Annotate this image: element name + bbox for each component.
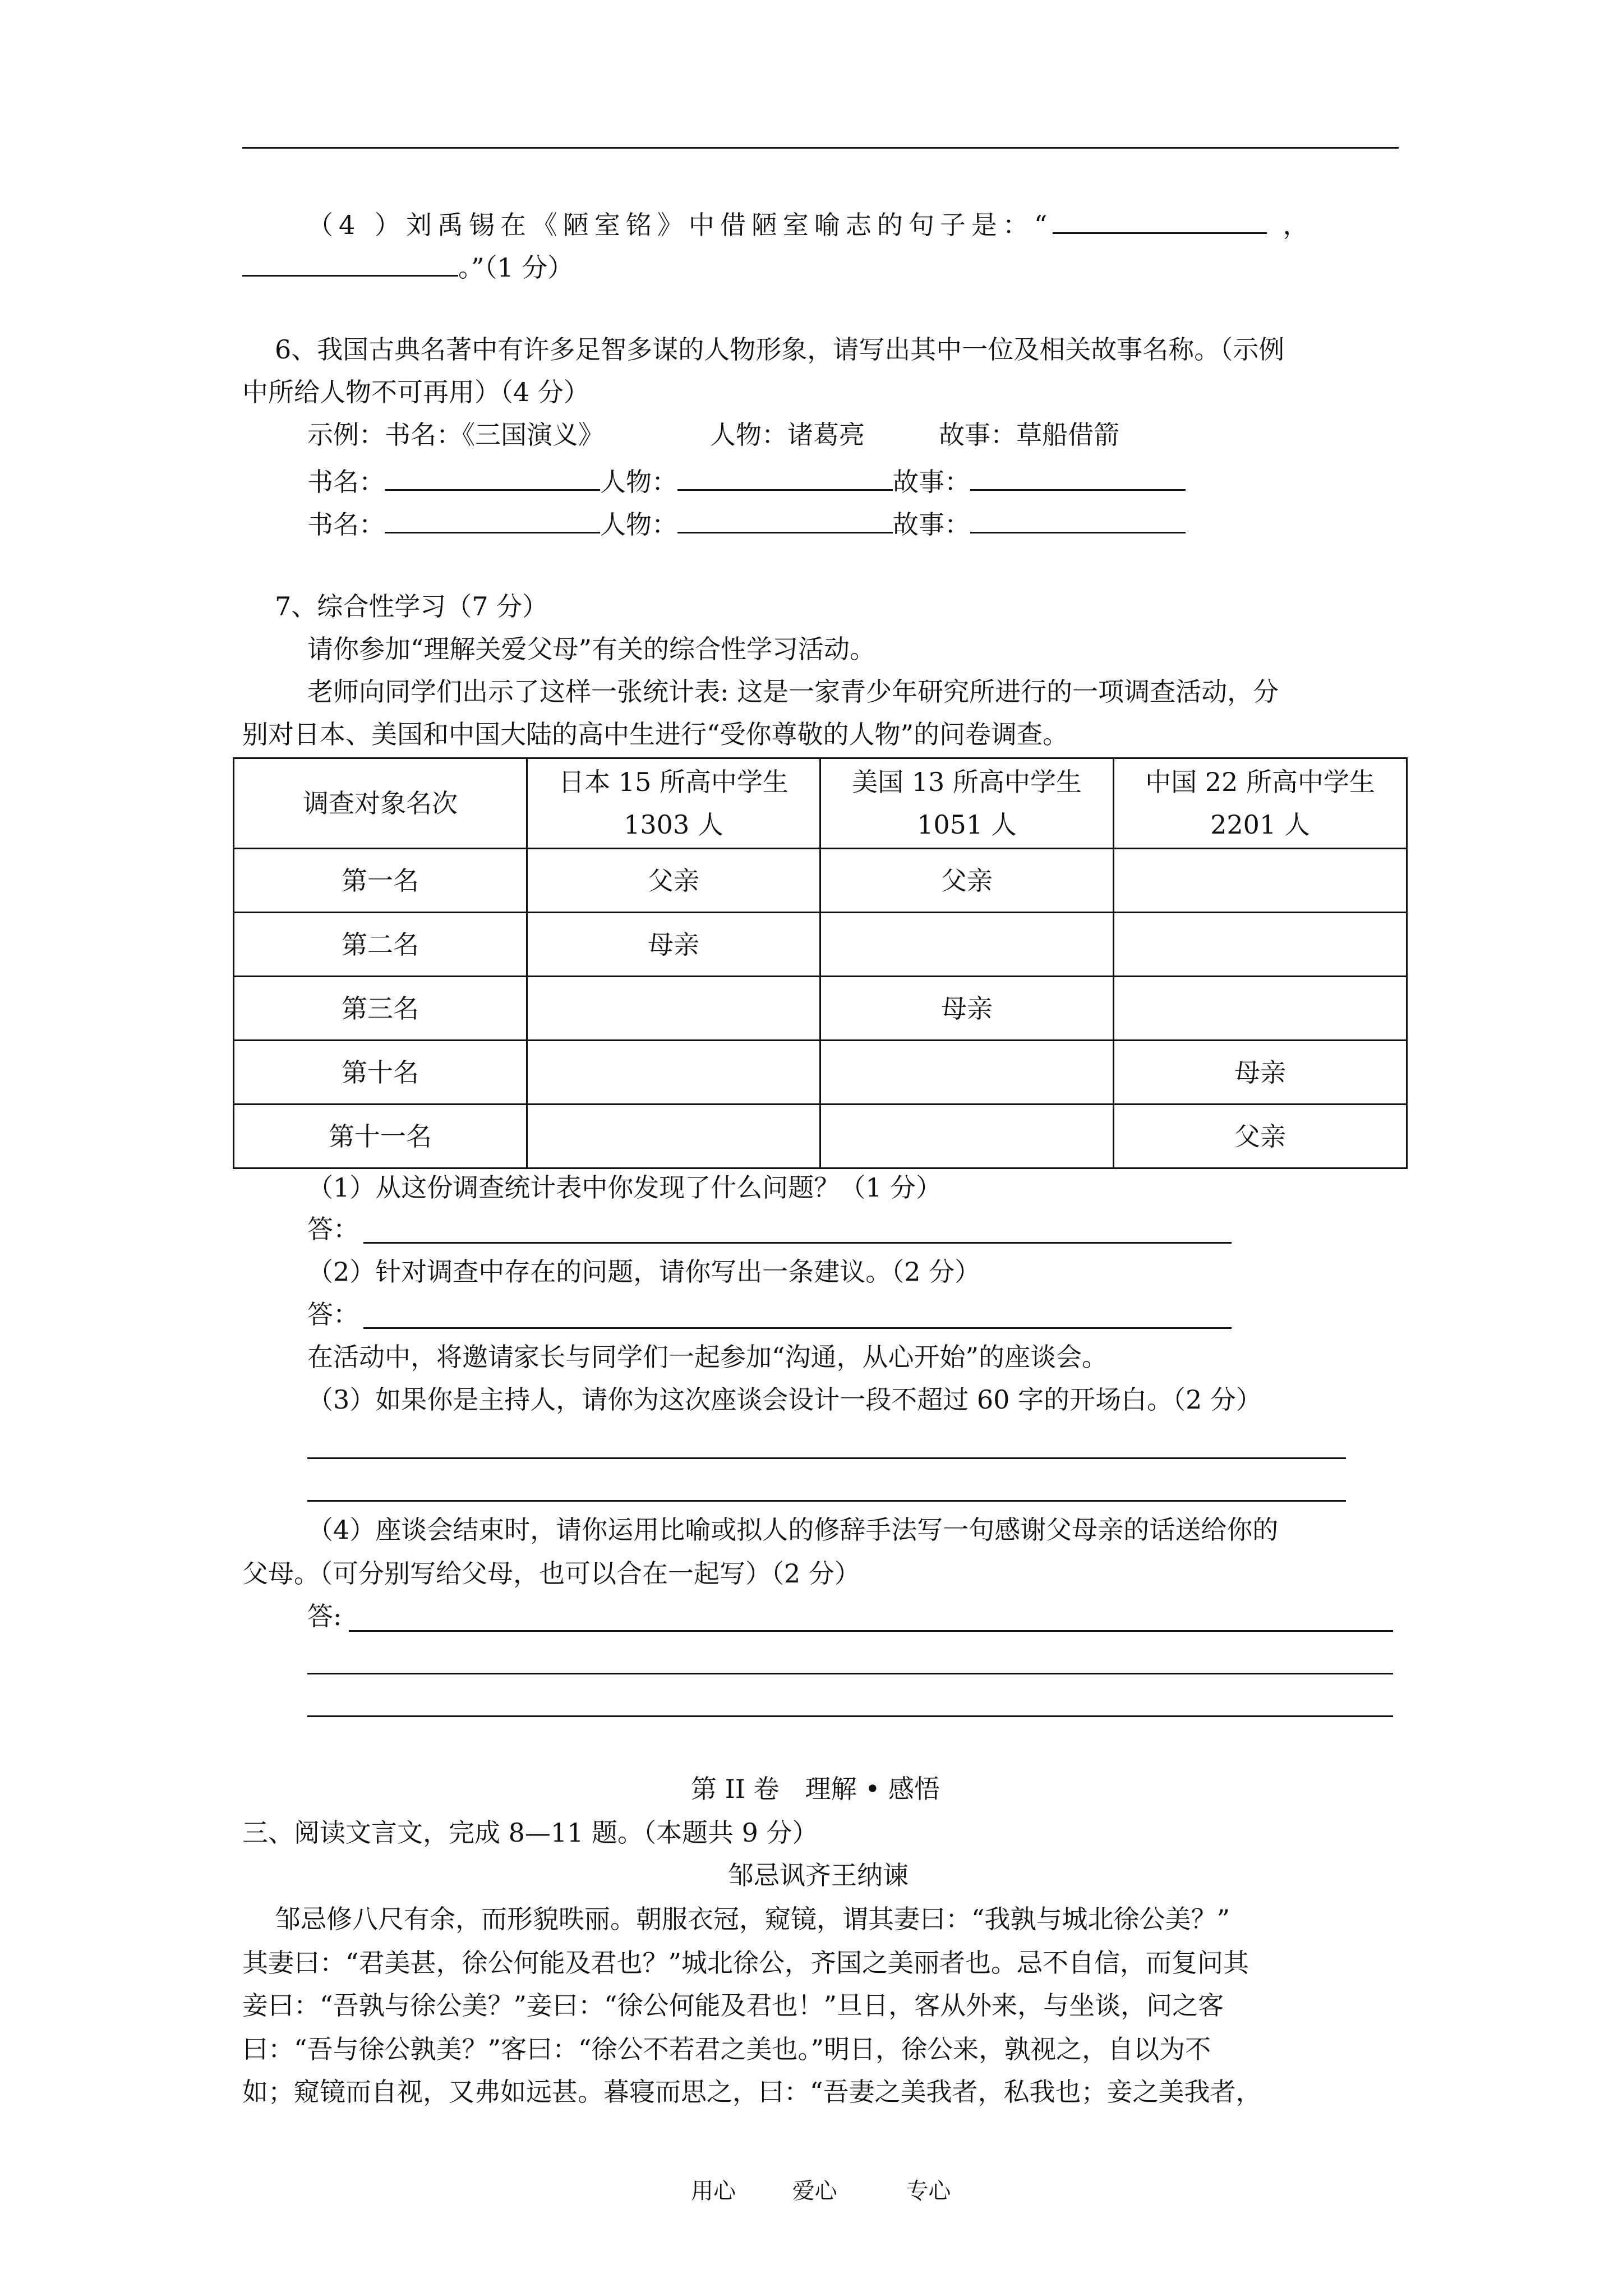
q7-answer-1-label: 答： (307, 1214, 359, 1244)
q7-sub1: （1）从这份调查统计表中你发现了什么问题？（1 分） (307, 1172, 942, 1203)
passage-line: 其妻曰：“君美甚，徐公何能及君也？”城北徐公，齐国之美丽者也。忌不自信，而复问其 (242, 1948, 1249, 1978)
book-blank[interactable] (385, 464, 600, 491)
table-row (234, 849, 1407, 913)
header-rule (242, 147, 1399, 149)
usa-cell (820, 1041, 1114, 1105)
rank-cell: 第二名 (234, 913, 527, 977)
person-blank[interactable] (677, 464, 893, 491)
passage-line: 邹忌修八尺有余，而形貌昳丽。朝服衣冠，窥镜，谓其妻曰：“我孰与城北徐公美？” (275, 1904, 1230, 1934)
q6-example: 示例：书名：《三国演义》 人物：诸葛亮 故事：草船借箭 (307, 420, 1119, 450)
part2-title: 第 II 卷 理解 • 感悟 (691, 1774, 940, 1804)
survey-table (233, 757, 1408, 1169)
passage-line: 曰：“吾与徐公孰美？”客曰：“徐公不若君之美也。”明日，徐公来，孰视之，自以为不 (242, 2034, 1211, 2064)
header-rank: 调查对象名次 (234, 758, 527, 849)
q7-sub4-line2: 父母。（可分别写给父母，也可以合在一起写）（2 分） (242, 1558, 860, 1589)
japan-cell (527, 1105, 820, 1168)
answer-line[interactable] (363, 1327, 1232, 1329)
china-cell (1114, 913, 1407, 977)
q7-sub4-line1: （4）座谈会结束时，请你运用比喻或拟人的修辞手法写一句感谢父母亲的话送给你的 (307, 1515, 1279, 1545)
china-cell: 父亲 (1114, 1105, 1407, 1168)
rank-cell: 第十一名 (234, 1105, 527, 1168)
q6-line2: 中所给人物不可再用）（4 分） (242, 377, 589, 407)
passage-line: 如；窥镜而自视，又弗如远甚。暮寝而思之，曰：“吾妻之美我者，私我也；妾之美我者， (242, 2077, 1262, 2107)
answer-blank[interactable] (242, 250, 458, 277)
china-cell (1114, 849, 1407, 913)
q7-sub2: （2）针对调查中存在的问题，请你写出一条建议。（2 分） (307, 1257, 981, 1287)
answer-line[interactable] (307, 1715, 1393, 1717)
q7-activity: 在活动中，将邀请家长与同学们一起参加“沟通，从心开始”的座谈会。 (307, 1342, 1108, 1372)
q5-4-line2: 。”（1 分） (242, 250, 573, 280)
usa-cell: 母亲 (820, 977, 1114, 1041)
header-china: 中国 22 所高中学生 2201 人 (1114, 758, 1407, 849)
answer-line[interactable] (307, 1673, 1393, 1674)
page-footer: 用心 爱心 专心 (691, 2178, 951, 2204)
q6-answer-row-2: 书名： 人物： 故事： (307, 507, 1186, 537)
rank-cell: 第一名 (234, 849, 527, 913)
table-row (234, 913, 1407, 977)
book-blank[interactable] (385, 507, 600, 533)
q6-answer-row-1: 书名： 人物： 故事： (307, 464, 1186, 495)
story-blank[interactable] (970, 507, 1186, 533)
rank-cell: 第三名 (234, 977, 527, 1041)
q5-4-line1: （4 ）刘禹锡在《陋室铭》中借陋室喻志的句子是：“ ， (307, 208, 1314, 238)
table-row (234, 1105, 1407, 1168)
usa-cell (820, 913, 1114, 977)
answer-line[interactable] (363, 1242, 1232, 1244)
table-row (234, 977, 1407, 1041)
passage-line: 妾曰：“吾孰与徐公美？”妾曰：“徐公何能及君也！”旦日，客从外来，与坐谈，问之客 (242, 1990, 1224, 2021)
q7-answer-2-label: 答： (307, 1299, 359, 1329)
table-row (234, 1041, 1407, 1105)
q7-intro-3: 别对日本、美国和中国大陆的高中生进行“受你尊敬的人物”的问卷调查。 (242, 719, 1069, 749)
header-usa: 美国 13 所高中学生 1051 人 (820, 758, 1114, 849)
answer-line[interactable] (349, 1630, 1393, 1632)
china-cell (1114, 977, 1407, 1041)
header-japan: 日本 15 所高中学生 1303 人 (527, 758, 820, 849)
answer-line[interactable] (307, 1457, 1346, 1459)
china-cell: 母亲 (1114, 1041, 1407, 1105)
passage-title: 邹忌讽齐王纳谏 (728, 1860, 909, 1890)
japan-cell: 父亲 (527, 849, 820, 913)
q6-line1: 6、我国古典名著中有许多足智多谋的人物形象，请写出其中一位及相关故事名称。（示例 (275, 334, 1285, 365)
japan-cell (527, 1041, 820, 1105)
usa-cell: 父亲 (820, 849, 1114, 913)
person-blank[interactable] (677, 507, 893, 533)
table-header-row (234, 758, 1407, 849)
q7-answer-4-label: 答: (307, 1601, 342, 1631)
section3-heading: 三、阅读文言文，完成 8—11 题。（本题共 9 分） (242, 1818, 818, 1848)
rank-cell: 第十名 (234, 1041, 527, 1105)
q7-intro-1: 请你参加“理解关爱父母”有关的综合性学习活动。 (307, 634, 876, 664)
q7-sub3: （3）如果你是主持人，请你为这次座谈会设计一段不超过 60 字的开场白。（2 分） (307, 1384, 1262, 1415)
q7-title: 7、综合性学习（7 分） (275, 591, 548, 622)
answer-line[interactable] (307, 1500, 1346, 1502)
q7-intro-2: 老师向同学们出示了这样一张统计表: 这是一家青少年研究所进行的一项调查活动，分 (307, 677, 1279, 707)
answer-blank[interactable] (1053, 208, 1267, 234)
story-blank[interactable] (970, 464, 1186, 491)
usa-cell (820, 1105, 1114, 1168)
japan-cell (527, 977, 820, 1041)
japan-cell: 母亲 (527, 913, 820, 977)
